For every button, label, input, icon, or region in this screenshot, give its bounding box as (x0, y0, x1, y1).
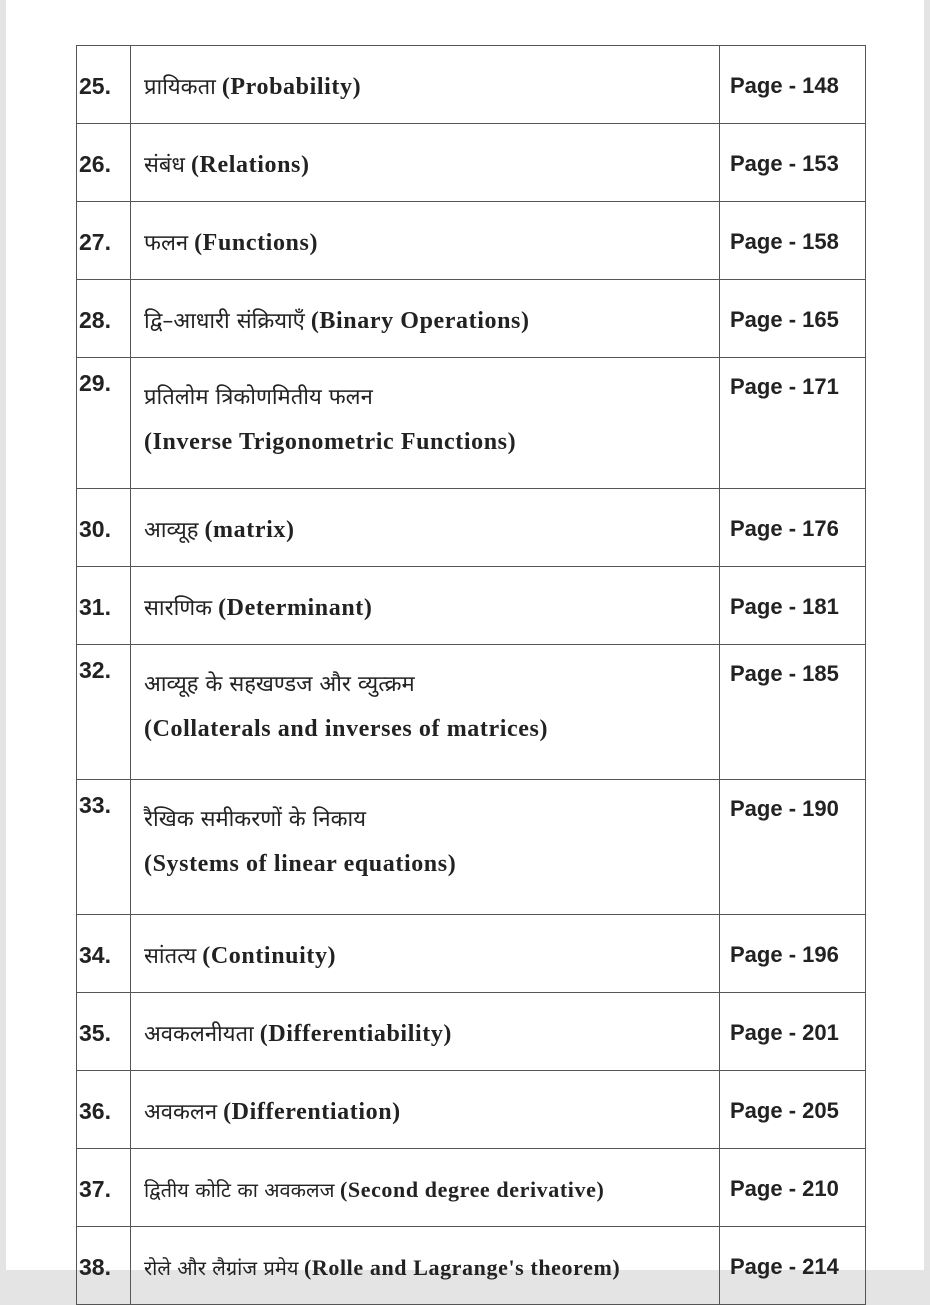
chapter-number: 29. (77, 358, 131, 489)
page-reference: Page - 214 (720, 1227, 866, 1305)
chapter-title-hindi: सारणिक (144, 596, 213, 621)
chapter-title-english: (matrix) (204, 517, 295, 543)
toc-row (77, 202, 866, 280)
chapter-title-hindi: प्रायिकता (144, 75, 216, 100)
page-reference: Page - 181 (720, 567, 866, 645)
toc-row (77, 280, 866, 358)
page-reference: Page - 165 (720, 280, 866, 358)
chapter-title-hindi: आव्यूह के सहखण्डज और व्युत्क्रम (144, 672, 415, 697)
chapter-title-hindi: द्वि–आधारी संक्रियाएँ (144, 309, 305, 334)
chapter-title-english: (Probability) (221, 74, 362, 100)
page-reference: Page - 190 (720, 780, 866, 915)
page-reference: Page - 153 (720, 124, 866, 202)
chapter-title-hindi: अवकलन (144, 1100, 218, 1125)
chapter-number: 32. (77, 645, 131, 780)
chapter-title (131, 124, 720, 202)
chapter-title (131, 358, 720, 489)
chapter-title-english: (Binary Operations) (310, 308, 530, 334)
chapter-title-english: (Relations) (190, 152, 310, 178)
page-reference: Page - 201 (720, 993, 866, 1071)
page-reference: Page - 205 (720, 1071, 866, 1149)
toc-row (77, 124, 866, 202)
chapter-title-hindi: आव्यूह (144, 518, 199, 543)
chapter-number: 35. (77, 993, 131, 1071)
page-reference: Page - 196 (720, 915, 866, 993)
chapter-number: 26. (77, 124, 131, 202)
chapter-title-english: (Differentiation) (223, 1099, 401, 1125)
page-reference: Page - 176 (720, 489, 866, 567)
toc-row (77, 780, 866, 915)
chapter-title-english: (Determinant) (218, 595, 373, 621)
chapter-title-english: (Differentiability) (259, 1021, 453, 1047)
page-reference: Page - 185 (720, 645, 866, 780)
chapter-number: 27. (77, 202, 131, 280)
chapter-number: 25. (77, 46, 131, 124)
toc-row (77, 46, 866, 124)
chapter-number: 31. (77, 567, 131, 645)
chapter-title (131, 202, 720, 280)
chapter-title-hindi: प्रतिलोम त्रिकोणमितीय फलन (144, 385, 373, 410)
toc-row (77, 358, 866, 489)
chapter-title (131, 489, 720, 567)
chapter-title-english: (Second degree derivative) (339, 1176, 605, 1202)
chapter-title (131, 1227, 720, 1305)
chapter-title (131, 280, 720, 358)
table-of-contents (76, 45, 866, 1305)
chapter-title-hindi: अवकलनीयता (144, 1022, 254, 1047)
toc-row (77, 915, 866, 993)
chapter-title (131, 1071, 720, 1149)
chapter-number: 38. (77, 1227, 131, 1305)
chapter-number: 34. (77, 915, 131, 993)
chapter-title (131, 993, 720, 1071)
toc-row (77, 645, 866, 780)
chapter-title (131, 645, 720, 780)
chapter-number: 37. (77, 1149, 131, 1227)
chapter-title-english: (Collaterals and inverses of matrices) (144, 716, 549, 742)
chapter-number: 30. (77, 489, 131, 567)
chapter-number: 36. (77, 1071, 131, 1149)
toc-row (77, 1227, 866, 1305)
chapter-title (131, 915, 720, 993)
chapter-title-english: (Continuity) (202, 943, 337, 969)
chapter-title-hindi: रैखिक समीकरणों के निकाय (144, 807, 366, 832)
toc-row (77, 489, 866, 567)
page-reference: Page - 210 (720, 1149, 866, 1227)
chapter-title-english: (Systems of linear equations) (144, 851, 457, 877)
page-reference: Page - 158 (720, 202, 866, 280)
chapter-title-english: (Inverse Trigonometric Functions) (144, 429, 517, 455)
toc-row (77, 567, 866, 645)
toc-row (77, 1071, 866, 1149)
chapter-title (131, 1149, 720, 1227)
chapter-number: 28. (77, 280, 131, 358)
chapter-title-hindi: सांतत्य (144, 944, 197, 969)
chapter-title-english: (Rolle and Lagrange's theorem) (303, 1254, 621, 1280)
chapter-title-hindi: द्वितीय कोटि का अवकलज (144, 1177, 335, 1202)
chapter-title-hindi: संबंध (144, 153, 185, 178)
document-page (6, 0, 924, 1280)
chapter-title (131, 567, 720, 645)
chapter-title (131, 780, 720, 915)
chapter-title-english: (Functions) (194, 230, 319, 256)
chapter-number: 33. (77, 780, 131, 915)
chapter-title-hindi: रोले और लैग्रांज प्रमेय (144, 1255, 299, 1280)
page-reference: Page - 148 (720, 46, 866, 124)
chapter-title-hindi: फलन (144, 231, 189, 256)
page-reference: Page - 171 (720, 358, 866, 489)
chapter-title (131, 46, 720, 124)
toc-row (77, 1149, 866, 1227)
toc-row (77, 993, 866, 1071)
